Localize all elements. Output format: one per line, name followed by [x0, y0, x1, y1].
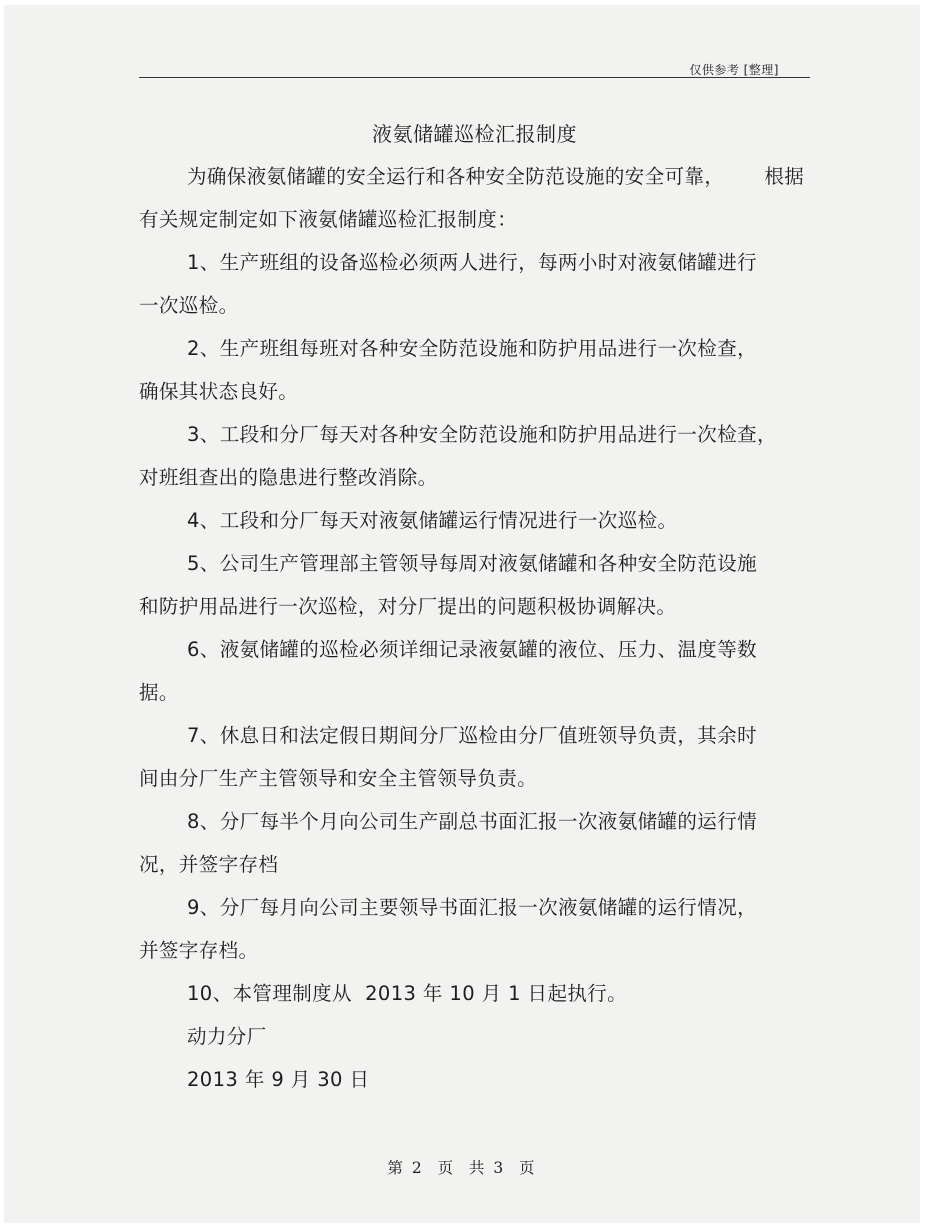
rule-item-line: 3、工段和分厂每天对各种安全防范设施和防护用品进行一次检查， — [187, 423, 777, 446]
rule-item-9 — [139, 886, 810, 972]
rule-item-line: 况，并签字存档 — [139, 853, 279, 876]
page-indicator: 第 2 页 共 3 页 — [387, 1159, 537, 1177]
rule-item-line: 7、休息日和法定假日期间分厂巡检由分厂值班领导负责，其余时 — [187, 724, 758, 747]
rule-item-4 — [139, 499, 810, 542]
header-divider — [139, 77, 810, 78]
document-title: 液氨储罐巡检汇报制度 — [372, 122, 577, 146]
rule-item-1 — [139, 241, 810, 327]
rule-item-line: 4、工段和分厂每天对液氨储罐运行情况进行一次巡检。 — [187, 509, 678, 532]
rule-item-line: 8、分厂每半个月向公司生产副总书面汇报一次液氨储罐的运行情 — [187, 810, 758, 833]
rule-item-5 — [139, 542, 810, 628]
intro-line-1 — [139, 155, 810, 198]
rule-item-line: 5、公司生产管理部主管领导每周对液氨储罐和各种安全防范设施 — [187, 552, 758, 575]
rule-item-7 — [139, 714, 810, 800]
rule-item-3 — [139, 413, 810, 499]
header-note: 仅供参考 [整理] — [689, 63, 779, 77]
rule-item-line: 一次巡检。 — [139, 294, 239, 317]
signature-date: 2013 年 9 月 30 日 — [187, 1068, 370, 1091]
intro-line-2: 有关规定制定如下液氨储罐巡检汇报制度： — [139, 208, 518, 231]
rule-item-line: 6、液氨储罐的巡检必须详细记录液氨罐的液位、压力、温度等数 — [187, 638, 758, 661]
rule-item-line: 间由分厂生产主管领导和安全主管领导负责。 — [139, 767, 538, 790]
intro-paragraph — [139, 155, 810, 241]
rule-item-8 — [139, 800, 810, 886]
rule-item-2 — [139, 327, 810, 413]
intro-line-1-tail: 根据 — [764, 165, 805, 188]
signature-organization: 动力分厂 — [187, 1025, 267, 1048]
rule-item-line: 并签字存档。 — [139, 939, 259, 962]
rule-item-line: 1、生产班组的设备巡检必须两人进行，每两小时对液氨储罐进行 — [187, 251, 758, 274]
rule-item-line: 据。 — [139, 681, 179, 704]
rule-item-line: 10、本管理制度从 2013 年 10 月 1 日起执行。 — [187, 982, 628, 1005]
document-body — [139, 155, 810, 1101]
rule-item-line: 2、生产班组每班对各种安全防范设施和防护用品进行一次检查， — [187, 337, 758, 360]
document-page — [4, 5, 920, 1223]
intro-line-1-text: 为确保液氨储罐的安全运行和各种安全防范设施的安全可靠， — [187, 165, 725, 188]
rule-item-10 — [139, 972, 810, 1015]
rule-item-line: 对班组查出的隐患进行整改消除。 — [139, 466, 438, 489]
rule-item-line: 9、分厂每月向公司主要领导书面汇报一次液氨储罐的运行情况， — [187, 896, 758, 919]
rule-item-line: 和防护用品进行一次巡检，对分厂提出的问题积极协调解决。 — [139, 595, 677, 618]
rule-item-line: 确保其状态良好。 — [139, 380, 299, 403]
rule-item-6 — [139, 628, 810, 714]
